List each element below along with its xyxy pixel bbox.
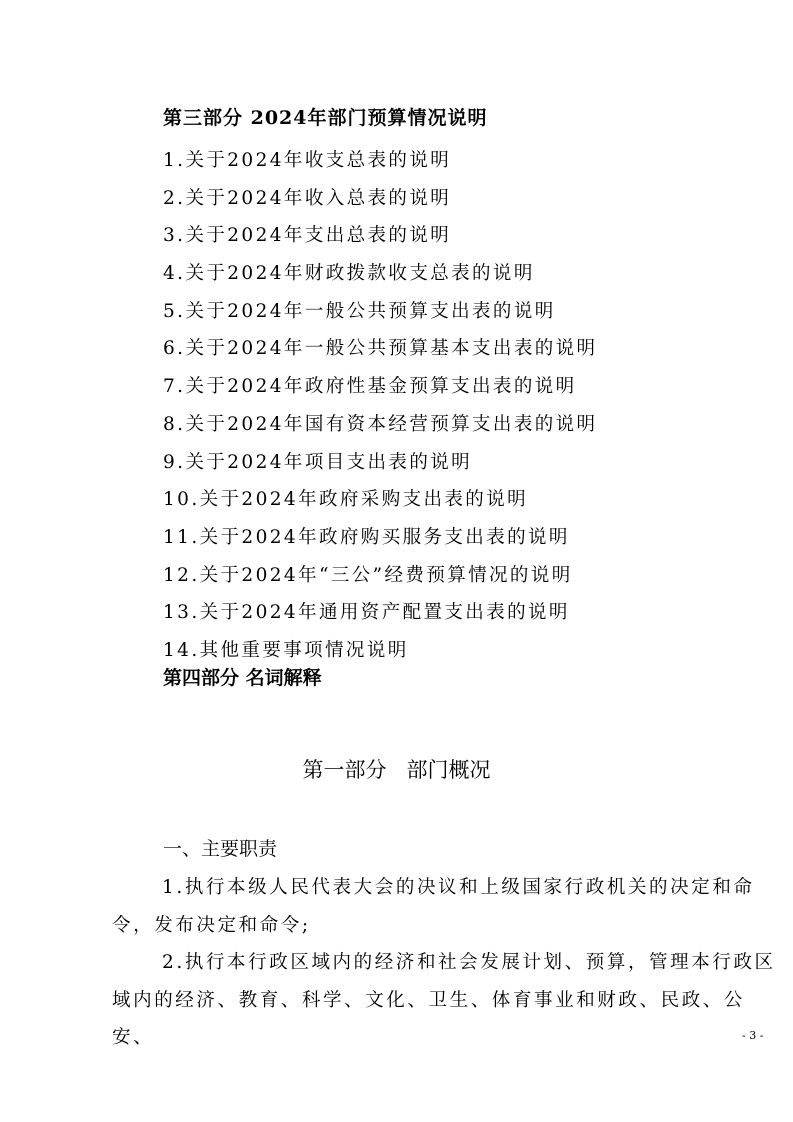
toc-item: 13.关于2024年通用资产配置支出表的说明: [163, 602, 570, 624]
duty-paragraph: 2.执行本行政区域内的经济和社会发展计划、预算，管理本行政区域内的经济、教育、科学、文化、卫生、体育事业和财政、民政、公安、: [112, 952, 776, 1048]
section4-title: 第四部分 名词解释: [163, 667, 322, 689]
toc-item: 14.其他重要事项情况说明: [163, 639, 409, 661]
toc-item: 3.关于2024年支出总表的说明: [163, 225, 452, 247]
toc-item: 8.关于2024年国有资本经营预算支出表的说明: [163, 413, 598, 435]
section3-title: 第三部分 2024年部门预算情况说明: [163, 107, 488, 129]
duties-heading: 一、主要职责: [163, 838, 278, 860]
toc-item: 4.关于2024年财政拨款收支总表的说明: [163, 263, 535, 285]
duty-paragraph: 1.执行本级人民代表大会的决议和上级国家行政机关的决定和命令，发布决定和命令;: [112, 877, 755, 936]
toc-item: 1.关于2024年收支总表的说明: [163, 150, 452, 171]
section3-toc-list: [163, 142, 597, 670]
toc-item: 9.关于2024年项目支出表的说明: [163, 451, 473, 473]
toc-item: 2.关于2024年收入总表的说明: [163, 187, 452, 209]
toc-item: 7.关于2024年政府性基金预算支出表的说明: [163, 376, 577, 398]
toc-item: 5.关于2024年一般公共预算支出表的说明: [163, 300, 556, 322]
page-number: - 3 -: [742, 1029, 764, 1042]
toc-item: 12.关于2024年“三公”经费预算情况的说明: [163, 564, 573, 586]
toc-item: 6.关于2024年一般公共预算基本支出表的说明: [163, 338, 598, 360]
toc-item: 11.关于2024年政府购买服务支出表的说明: [163, 526, 570, 548]
toc-item: 10.关于2024年政府采购支出表的说明: [163, 489, 529, 511]
part1-heading: 第一部分 部门概况: [302, 758, 491, 782]
